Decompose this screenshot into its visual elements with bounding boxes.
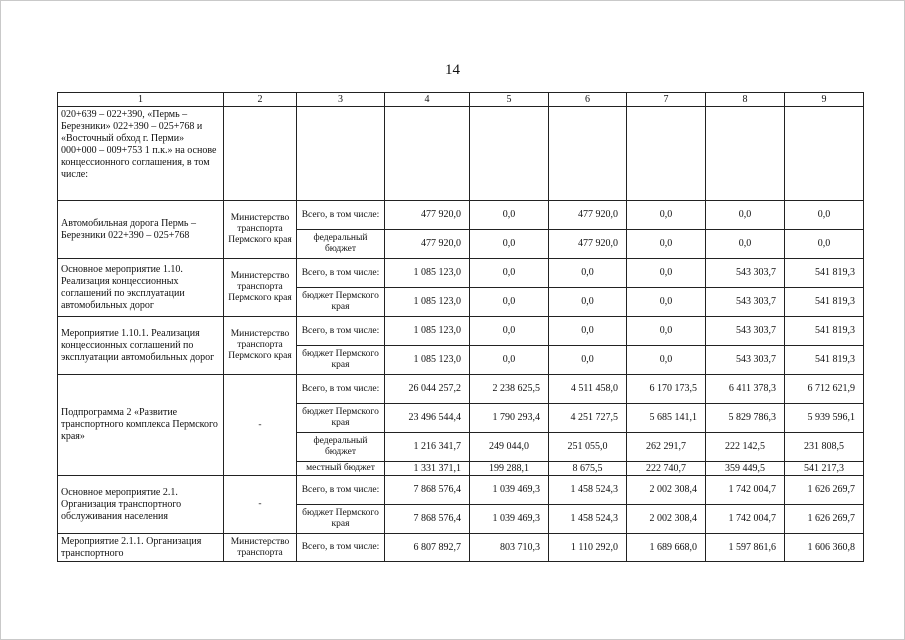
value-cell: 541 819,3 — [785, 317, 864, 346]
value-cell: 541 819,3 — [785, 346, 864, 375]
item-name: Основное мероприятие 2.1. Организация транспортного обслуживания населения — [58, 476, 224, 534]
value-cell: 359 449,5 — [706, 462, 785, 476]
column-header: 5 — [470, 93, 549, 107]
value-cell: 4 251 727,5 — [549, 404, 627, 433]
value-cell: 1 085 123,0 — [385, 346, 470, 375]
value-cell: 543 303,7 — [706, 317, 785, 346]
funding-source: Всего, в том числе: — [297, 476, 385, 505]
value-cell: 0,0 — [470, 259, 549, 288]
value-cell: 543 303,7 — [706, 288, 785, 317]
value-cell: 0,0 — [627, 288, 706, 317]
executor: Министерство транспорта Пермского края — [224, 201, 297, 259]
value-cell: 5 939 596,1 — [785, 404, 864, 433]
funding-source: Всего, в том числе: — [297, 534, 385, 562]
value-cell: 1 626 269,7 — [785, 505, 864, 534]
value-cell: 7 868 576,4 — [385, 505, 470, 534]
value-cell: 0,0 — [470, 317, 549, 346]
value-cell: 1 742 004,7 — [706, 476, 785, 505]
column-header: 3 — [297, 93, 385, 107]
value-cell: 262 291,7 — [627, 433, 706, 462]
funding-source: Всего, в том числе: — [297, 375, 385, 404]
value-cell: 1 085 123,0 — [385, 259, 470, 288]
funding-source: Всего, в том числе: — [297, 317, 385, 346]
value-cell: 6 712 621,9 — [785, 375, 864, 404]
funding-source: бюджет Пермского края — [297, 288, 385, 317]
value-cell: 199 288,1 — [470, 462, 549, 476]
value-cell: 477 920,0 — [549, 230, 627, 259]
funding-source: бюджет Пермского края — [297, 505, 385, 534]
budget-table — [57, 92, 864, 562]
value-cell: 0,0 — [549, 288, 627, 317]
value-cell: 0,0 — [470, 201, 549, 230]
value-cell: 222 142,5 — [706, 433, 785, 462]
value-cell: 1 039 469,3 — [470, 505, 549, 534]
value-cell: 1 458 524,3 — [549, 505, 627, 534]
value-cell: 541 217,3 — [785, 462, 864, 476]
column-header: 7 — [627, 93, 706, 107]
executor: - — [224, 375, 297, 476]
table-row — [58, 201, 864, 230]
value-cell: 1 110 292,0 — [549, 534, 627, 562]
value-cell: 477 920,0 — [549, 201, 627, 230]
value-cell: 249 044,0 — [470, 433, 549, 462]
column-header: 4 — [385, 93, 470, 107]
table-row — [58, 375, 864, 404]
funding-source: федеральный бюджет — [297, 433, 385, 462]
value-cell: 26 044 257,2 — [385, 375, 470, 404]
value-cell: 2 002 308,4 — [627, 476, 706, 505]
value-cell: 0,0 — [706, 201, 785, 230]
value-cell: 2 002 308,4 — [627, 505, 706, 534]
value-cell: 0,0 — [549, 317, 627, 346]
executor: Министерство транспорта Пермского края — [224, 259, 297, 317]
value-cell: 1 597 861,6 — [706, 534, 785, 562]
value-cell: 1 689 668,0 — [627, 534, 706, 562]
value-cell: 1 742 004,7 — [706, 505, 785, 534]
value-cell: 2 238 625,5 — [470, 375, 549, 404]
column-header: 8 — [706, 93, 785, 107]
value-cell: 1 626 269,7 — [785, 476, 864, 505]
item-name: Основное мероприятие 1.10. Реализация концессионных соглашений по эксплуатации автомобильных дорог — [58, 259, 224, 317]
value-cell: 0,0 — [627, 230, 706, 259]
value-cell: 6 170 173,5 — [627, 375, 706, 404]
value-cell: 543 303,7 — [706, 346, 785, 375]
value-cell: 23 496 544,4 — [385, 404, 470, 433]
page-number: 14 — [445, 62, 460, 78]
value-cell: 1 458 524,3 — [549, 476, 627, 505]
funding-source: федеральный бюджет — [297, 230, 385, 259]
value-cell: 8 675,5 — [549, 462, 627, 476]
header-row — [58, 93, 864, 107]
item-name: 020+639 – 022+390, «Пермь – Березники» 022+390 – 025+768 и «Восточный обход г. Перми» 000+000 – 009+753 1 п.к.» на основе концессионного соглашения, в том числе: — [58, 107, 224, 201]
value-cell: 477 920,0 — [385, 201, 470, 230]
table-row — [58, 317, 864, 346]
funding-source: Всего, в том числе: — [297, 201, 385, 230]
value-cell: 0,0 — [627, 317, 706, 346]
value-cell: 0,0 — [627, 259, 706, 288]
value-cell: 1 085 123,0 — [385, 317, 470, 346]
value-cell: 543 303,7 — [706, 259, 785, 288]
value-cell: 5 685 141,1 — [627, 404, 706, 433]
value-cell: 803 710,3 — [470, 534, 549, 562]
value-cell: 1 606 360,8 — [785, 534, 864, 562]
value-cell: 0,0 — [627, 346, 706, 375]
value-cell: 541 819,3 — [785, 288, 864, 317]
funding-source: местный бюджет — [297, 462, 385, 476]
value-cell: 1 790 293,4 — [470, 404, 549, 433]
value-cell: 7 868 576,4 — [385, 476, 470, 505]
value-cell: 1 216 341,7 — [385, 433, 470, 462]
value-cell: 0,0 — [627, 201, 706, 230]
value-cell: 0,0 — [470, 230, 549, 259]
value-cell: 6 807 892,7 — [385, 534, 470, 562]
item-name: Мероприятие 1.10.1. Реализация концессионных соглашений по эксплуатации автомобильных дорог — [58, 317, 224, 375]
value-cell: 0,0 — [785, 230, 864, 259]
column-header: 9 — [785, 93, 864, 107]
item-name: Подпрограмма 2 «Развитие транспортного комплекса Пермского края» — [58, 375, 224, 476]
table-row — [58, 476, 864, 505]
executor: Министерство транспорта Пермского края — [224, 317, 297, 375]
item-name: Мероприятие 2.1.1. Организация транспортного — [58, 534, 224, 562]
funding-source: бюджет Пермского края — [297, 404, 385, 433]
column-header: 2 — [224, 93, 297, 107]
executor: - — [224, 476, 297, 534]
table-row — [58, 534, 864, 562]
value-cell: 0,0 — [470, 288, 549, 317]
value-cell: 0,0 — [470, 346, 549, 375]
value-cell: 0,0 — [785, 201, 864, 230]
value-cell: 4 511 458,0 — [549, 375, 627, 404]
value-cell: 251 055,0 — [549, 433, 627, 462]
value-cell: 0,0 — [549, 259, 627, 288]
value-cell: 6 411 378,3 — [706, 375, 785, 404]
value-cell: 222 740,7 — [627, 462, 706, 476]
executor: Министерство транспорта — [224, 534, 297, 562]
table-row — [58, 259, 864, 288]
funding-source: Всего, в том числе: — [297, 259, 385, 288]
value-cell: 541 819,3 — [785, 259, 864, 288]
value-cell: 1 331 371,1 — [385, 462, 470, 476]
table-row — [58, 107, 864, 201]
value-cell: 231 808,5 — [785, 433, 864, 462]
column-header: 1 — [58, 93, 224, 107]
funding-source: бюджет Пермского края — [297, 346, 385, 375]
value-cell: 1 039 469,3 — [470, 476, 549, 505]
value-cell: 1 085 123,0 — [385, 288, 470, 317]
value-cell: 5 829 786,3 — [706, 404, 785, 433]
value-cell: 477 920,0 — [385, 230, 470, 259]
column-header: 6 — [549, 93, 627, 107]
value-cell: 0,0 — [549, 346, 627, 375]
item-name: Автомобильная дорога Пермь – Березники 022+390 – 025+768 — [58, 201, 224, 259]
value-cell: 0,0 — [706, 230, 785, 259]
